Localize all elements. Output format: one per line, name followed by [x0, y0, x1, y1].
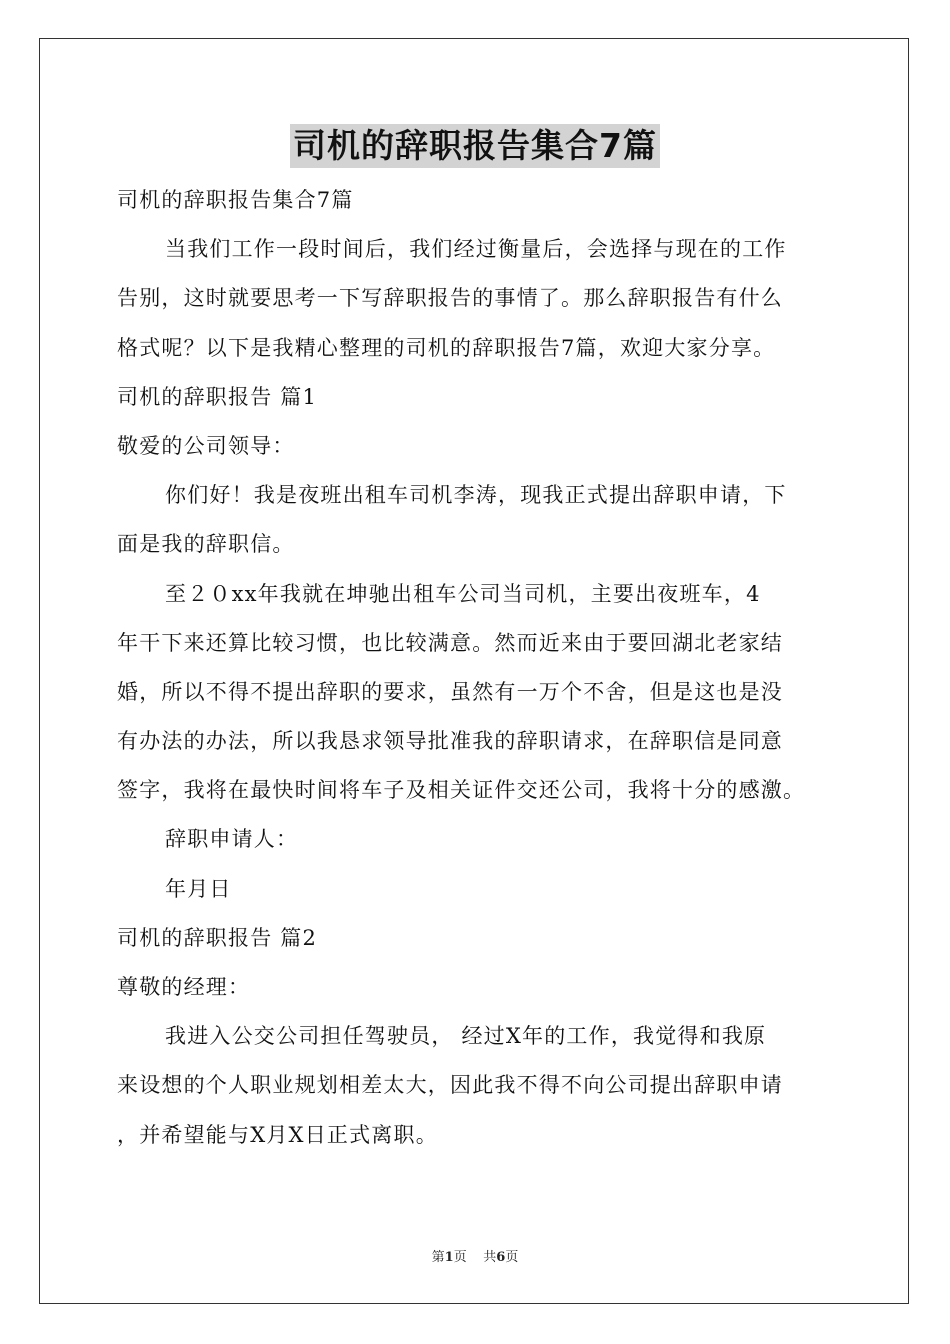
- total-label-suffix: 页: [505, 1250, 519, 1265]
- text-line: 辞职申请人：: [165, 827, 299, 852]
- page-label-suffix: 页: [453, 1250, 467, 1265]
- document-title: 司机的辞职报告集合7篇: [290, 124, 660, 168]
- text-line: 至２０xx年我就在坤驰出租车公司当司机，主要出夜班车，4: [165, 581, 761, 606]
- page-footer: [0, 1246, 950, 1265]
- page-total: 6: [496, 1250, 506, 1265]
- text-line: 当我们工作一段时间后，我们经过衡量后，会选择与现在的工作: [165, 237, 787, 262]
- text-line: 签字，我将在最快时间将车子及相关证件交还公司，我将十分的感激。: [117, 778, 806, 803]
- title-container: [0, 124, 950, 168]
- text-line: 有办法的办法，所以我恳求领导批准我的辞职请求，在辞职信是同意: [117, 729, 783, 754]
- text-line: 你们好！我是夜班出租车司机李涛，现我正式提出辞职申请，下: [165, 483, 787, 508]
- text-line: 来设想的个人职业规划相差太大，因此我不得不向公司提出辞职申请: [117, 1073, 783, 1098]
- text-line: 年干下来还算比较习惯，也比较满意。然而近来由于要回湖北老家结: [117, 630, 783, 655]
- document-body: [117, 176, 847, 1160]
- text-line: 司机的辞职报告 篇2: [117, 925, 318, 950]
- text-line: 尊敬的经理：: [117, 975, 251, 999]
- text-line: 面是我的辞职信。: [117, 532, 295, 557]
- text-line: ，并希望能与X月X日正式离职。: [117, 1122, 438, 1147]
- page-number: 1: [444, 1250, 454, 1265]
- text-line: 婚，所以不得不提出辞职的要求，虽然有一万个不舍，但是这也是没: [117, 679, 783, 704]
- text-line: 告别，这时就要思考一下写辞职报告的事情了。那么辞职报告有什么: [117, 286, 783, 311]
- text-line: 司机的辞职报告集合7篇: [117, 188, 354, 212]
- text-line: 年月日: [165, 876, 232, 901]
- text-line: 司机的辞职报告 篇1: [117, 384, 318, 409]
- page-label-prefix: 第: [431, 1250, 445, 1265]
- text-line: 格式呢？以下是我精心整理的司机的辞职报告7篇，欢迎大家分享。: [117, 335, 776, 360]
- total-label-prefix: 共: [483, 1250, 497, 1265]
- text-line: 我进入公交公司担任驾驶员， 经过X年的工作，我觉得和我原: [165, 1024, 767, 1049]
- text-line: 敬爱的公司领导：: [117, 433, 295, 458]
